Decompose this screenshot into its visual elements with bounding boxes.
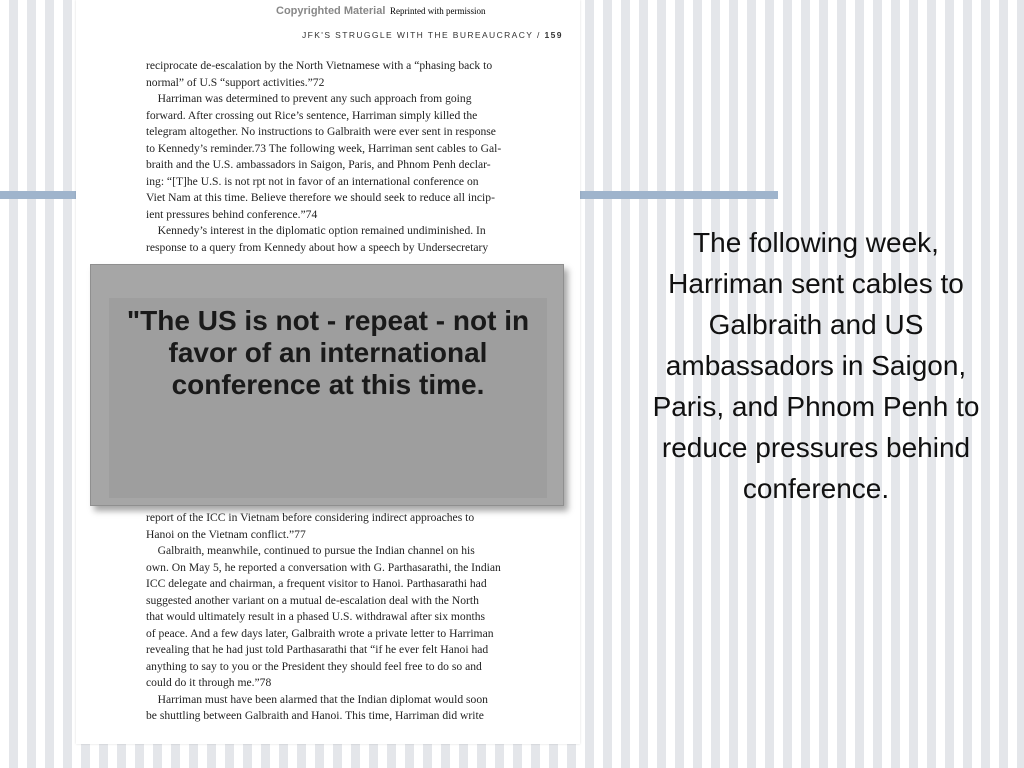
summary-text: The following week, Harriman sent cables to Galbraith and US ambassadors in Saigon, Paris, and Phnom Penh to reduce pressures behind conference. xyxy=(652,227,980,504)
text-line: report of the ICC in Vietnam before considering indirect approaches to xyxy=(146,511,475,524)
accent-rule-right xyxy=(580,191,778,199)
page-text-bottom xyxy=(146,510,541,725)
page-text-top xyxy=(146,58,541,256)
text-line: of peace. And a few days later, Galbraith wrote a private letter to Harriman xyxy=(146,626,494,640)
text-line: response to a query from Kennedy about how a speech by Undersecretary xyxy=(146,240,489,254)
text-line: could do it through me.”78 xyxy=(146,676,272,689)
text-line: ient pressures behind conference.”74 xyxy=(146,207,318,221)
text-line: be shuttling between Galbraith and Hanoi. This time, Harriman did write xyxy=(146,709,484,722)
quote-callout-box xyxy=(90,264,564,506)
text-line: Kennedy’s interest in the diplomatic option remained undiminished. In xyxy=(146,224,486,237)
reprint-note: Reprinted with permission xyxy=(390,6,486,16)
text-line: braith and the U.S. ambassadors in Saigon, Paris, and Phnom Penh declar- xyxy=(146,158,491,171)
text-line: forward. After crossing out Rice’s sentence, Harriman simply killed the xyxy=(146,108,478,122)
text-line: Harriman must have been alarmed that the Indian diplomat would soon xyxy=(146,692,488,706)
text-line: Hanoi on the Vietnam conflict.”77 xyxy=(146,527,306,541)
text-line: ing: “[T]he U.S. is not rpt not in favor of an international conference on xyxy=(146,174,479,188)
text-line: that would ultimately result in a phased U.S. withdrawal after six months xyxy=(146,610,486,623)
running-head-title: JFK'S STRUGGLE WITH THE BUREAUCRACY / xyxy=(302,30,541,40)
running-head xyxy=(302,30,563,40)
text-line: telegram altogether. No instructions to Galbraith were ever sent in response xyxy=(146,125,496,138)
quote-text: "The US is not - repeat - not in favor of an international conference at this time. xyxy=(126,305,530,400)
copyright-stamp: Copyrighted Material xyxy=(276,5,386,17)
text-line: suggested another variant on a mutual de-escalation deal with the North xyxy=(146,593,479,607)
page-number: 159 xyxy=(544,30,563,40)
text-line: to Kennedy’s reminder.73 The following week, Harriman sent cables to Gal- xyxy=(146,141,502,155)
text-line: revealing that he had just told Parthasarathi that “if he ever felt Hanoi had xyxy=(146,643,489,656)
text-line: reciprocate de-escalation by the North Vietnamese with a “phasing back to xyxy=(146,59,493,72)
text-line: Harriman was determined to prevent any such approach from going xyxy=(146,92,472,105)
text-line: Galbraith, meanwhile, continued to pursue the Indian channel on his xyxy=(146,544,475,557)
accent-rule-left xyxy=(0,191,76,199)
text-line: Viet Nam at this time. Believe therefore we should seek to reduce all incip- xyxy=(146,191,495,204)
text-line: ICC delegate and chairman, a frequent visitor to Hanoi. Parthasarathi had xyxy=(146,577,487,590)
text-line: normal” of U.S “support activities.”72 xyxy=(146,75,325,89)
text-line: own. On May 5, he reported a conversation with G. Parthasarathi, the Indian xyxy=(146,560,501,574)
text-line: anything to say to you or the President they should feel free to do so and xyxy=(146,659,482,673)
